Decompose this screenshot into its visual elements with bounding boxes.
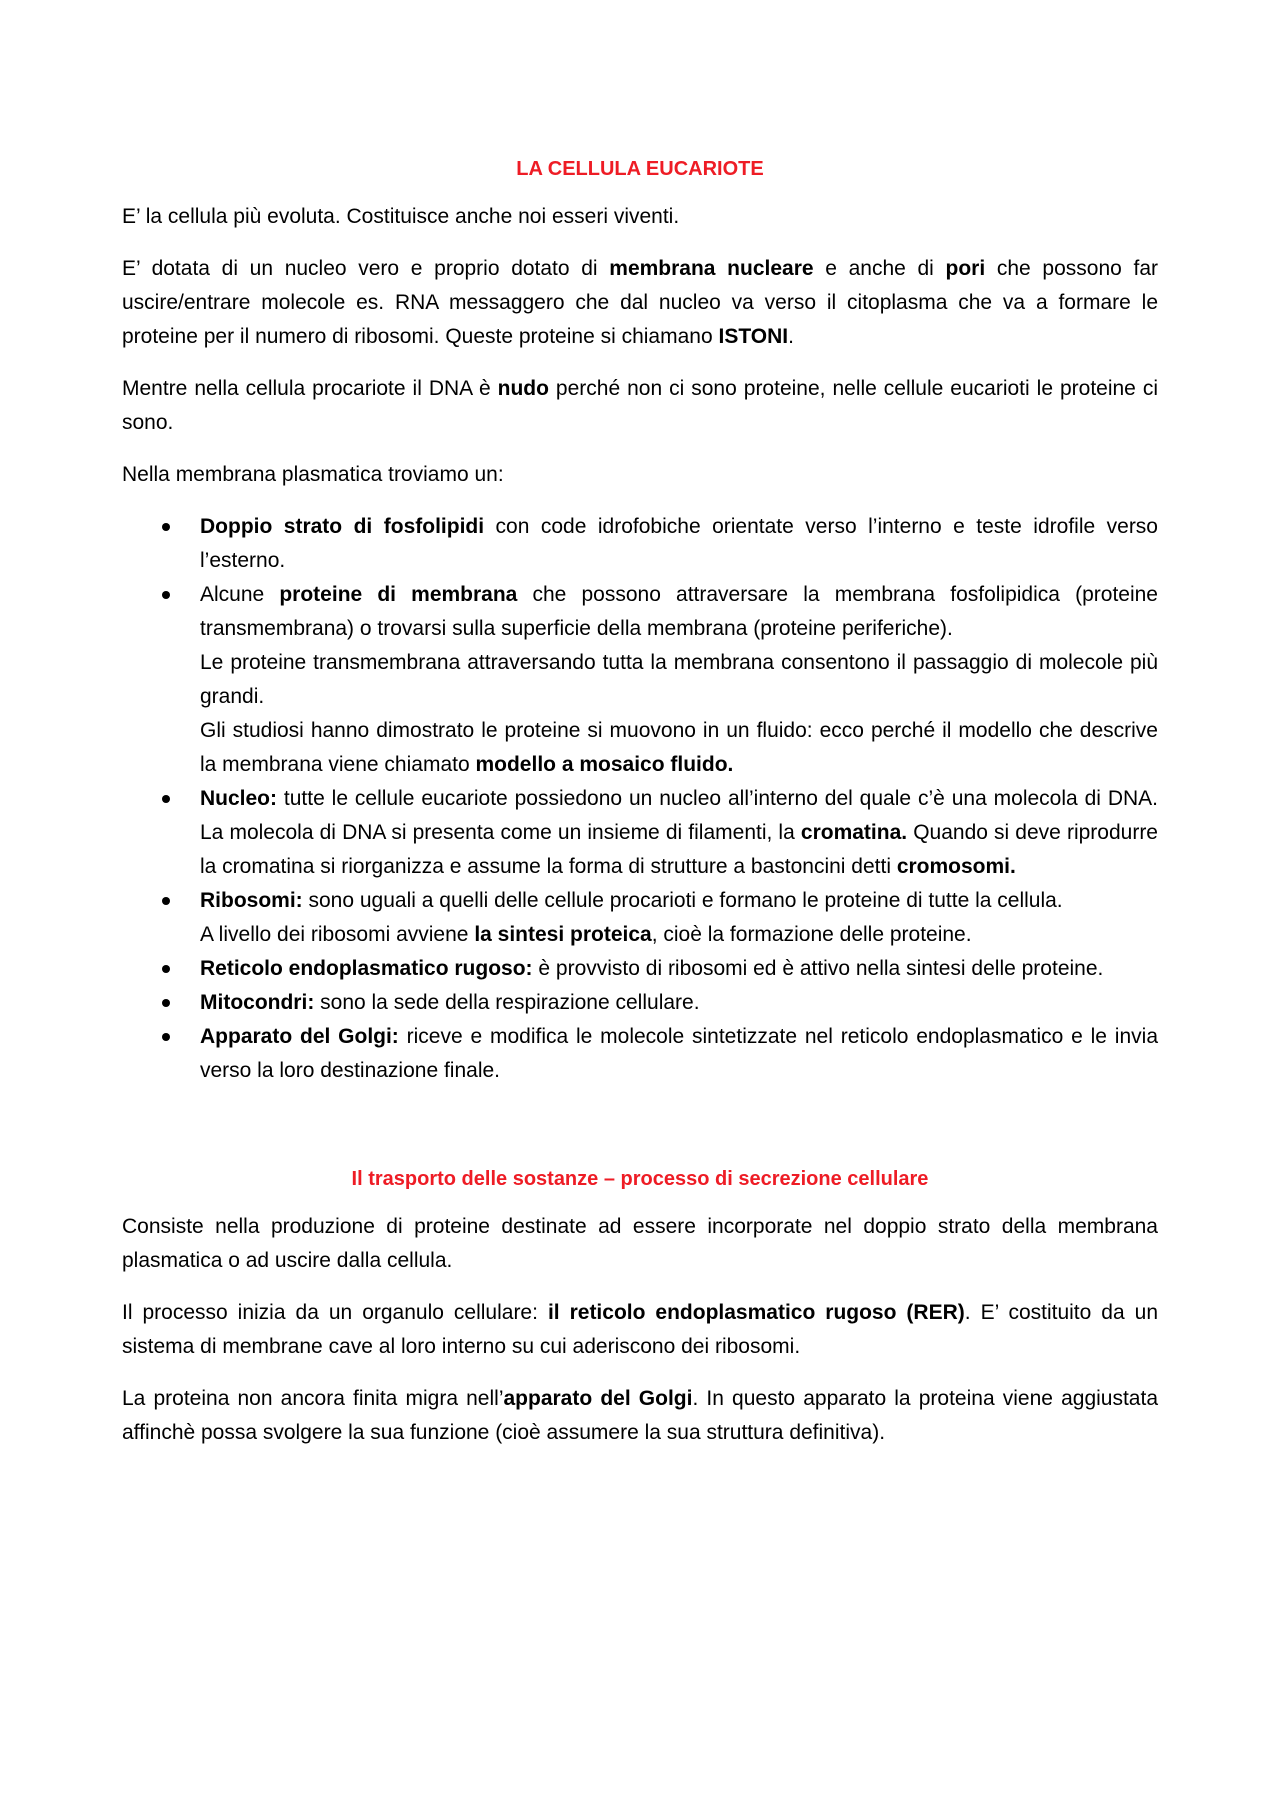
bullet-icon xyxy=(162,523,170,531)
list-item xyxy=(122,952,1158,986)
organelle-list xyxy=(122,510,1158,1088)
bold-term: Mitocondri: xyxy=(200,991,315,1014)
list-item xyxy=(122,1020,1158,1088)
nucleus-paragraph xyxy=(122,252,1158,354)
text-run: con code idrofobiche orientate verso l’interno e teste idrofile verso l’esterno. xyxy=(200,515,1158,572)
bold-term: nudo xyxy=(497,377,549,400)
text-line xyxy=(200,918,1158,952)
bullet-icon xyxy=(162,897,170,905)
dna-paragraph xyxy=(122,372,1158,440)
bold-term: Ribosomi: xyxy=(200,889,303,912)
text-line xyxy=(200,714,1158,782)
page-title: LA CELLULA EUCARIOTE xyxy=(516,158,764,180)
bold-term: Reticolo endoplasmatico rugoso: xyxy=(200,957,533,980)
text-run: . E’ costituito da un sistema di membrane cave al loro interno su cui aderiscono dei ribosomi. xyxy=(122,1301,1158,1358)
text-run: La proteina non ancora finita migra nell’ xyxy=(122,1387,504,1410)
text-run: perché non ci sono proteine, nelle cellule eucarioti le proteine ci sono. xyxy=(122,377,1158,434)
membrane-intro-paragraph: Nella membrana plasmatica troviamo un: xyxy=(122,463,504,486)
secretion-paragraph: Consiste nella produzione di proteine destinate ad essere incorporate nel doppio strato della membrana plasmatica o ad uscire dalla cellula. xyxy=(122,1215,1158,1272)
text-run: che possono attraversare la membrana fosfolipidica (proteine transmembrana) o trovarsi sulla superficie della membrana (proteine periferiche). xyxy=(200,583,1158,640)
bold-term: la sintesi proteica xyxy=(474,923,652,946)
text-line xyxy=(200,884,1158,918)
bold-term: modello a mosaico fluido. xyxy=(475,753,734,776)
bold-term: Nucleo: xyxy=(200,787,278,810)
text-run: riceve e modifica le molecole sintetizzate nel reticolo endoplasmatico e le invia verso la loro destinazione finale. xyxy=(200,1025,1158,1082)
text-run: . xyxy=(788,325,794,348)
list-item xyxy=(122,986,1158,1020)
bullet-icon xyxy=(162,795,170,803)
list-item xyxy=(122,782,1158,884)
text-run: sono la sede della respirazione cellulare. xyxy=(314,991,700,1014)
text-run: tutte le cellule eucariote possiedono un nucleo all’interno del quale c’è una molecola di DNA. La molecola di DNA si presenta come un insieme di filamenti, la xyxy=(200,787,1158,844)
bold-term: Apparato del Golgi: xyxy=(200,1025,399,1048)
bullet-icon xyxy=(162,999,170,1007)
list-item xyxy=(122,884,1158,952)
text-run: sono uguali a quelli delle cellule procarioti e formano le proteine di tutte la cellula. xyxy=(302,889,1063,912)
text-run: che possono far uscire/entrare molecole es. RNA messaggero che dal nucleo va verso il citoplasma che va a formare le proteine per il numero di ribosomi. Queste proteine si chiamano xyxy=(122,257,1158,348)
list-item xyxy=(122,578,1158,782)
rer-paragraph xyxy=(122,1296,1158,1364)
secretion-section xyxy=(122,1162,1158,1450)
bold-term: cromatina. xyxy=(800,821,908,844)
text-run: E’ dotata di un nucleo vero e proprio dotato di xyxy=(122,257,610,280)
bold-term: Doppio strato di fosfolipidi xyxy=(200,515,485,538)
bold-term: apparato del Golgi xyxy=(503,1387,693,1410)
bold-term: pori xyxy=(945,257,986,280)
text-run: è provvisto di ribosomi ed è attivo nella sintesi delle proteine. xyxy=(532,957,1104,980)
text-run: A livello dei ribosomi avviene xyxy=(200,923,475,946)
text-run: Quando si deve riprodurre la cromatina si riorganizza e assume la forma di strutture a bastoncini detti xyxy=(200,821,1158,878)
bold-term: membrana nucleare xyxy=(609,257,814,280)
bold-term: ISTONI xyxy=(718,325,789,348)
bold-term: cromosomi. xyxy=(896,855,1016,878)
text-run: , cioè la formazione delle proteine. xyxy=(651,923,972,946)
bullet-icon xyxy=(162,591,170,599)
text-run: . In questo apparato la proteina viene aggiustata affinchè possa svolgere la sua funzione (cioè assumere la sua struttura definitiva). xyxy=(122,1387,1158,1444)
text-run: Mentre nella cellula procariote il DNA è xyxy=(122,377,498,400)
text-run: Il processo inizia da un organulo cellulare: xyxy=(122,1301,548,1324)
text-run: e anche di xyxy=(813,257,946,280)
bold-term: il reticolo endoplasmatico rugoso (RER) xyxy=(547,1301,965,1324)
bullet-icon xyxy=(162,965,170,973)
intro-paragraph: E’ la cellula più evoluta. Costituisce anche noi esseri viventi. xyxy=(122,205,680,228)
text-line: Le proteine transmembrana attraversando tutta la membrana consentono il passaggio di molecole più grandi. xyxy=(200,651,1158,708)
section-title: Il trasporto delle sostanze – processo di secrezione cellulare xyxy=(351,1168,929,1190)
list-item xyxy=(122,510,1158,578)
golgi-paragraph xyxy=(122,1382,1158,1450)
text-run: Alcune xyxy=(200,583,280,606)
text-run: Gli studiosi hanno dimostrato le proteine si muovono in un fluido: ecco perché il modello che descrive la membrana viene chiamato xyxy=(200,719,1158,776)
bold-term: proteine di membrana xyxy=(279,583,518,606)
bullet-icon xyxy=(162,1033,170,1041)
text-line xyxy=(200,578,1158,646)
